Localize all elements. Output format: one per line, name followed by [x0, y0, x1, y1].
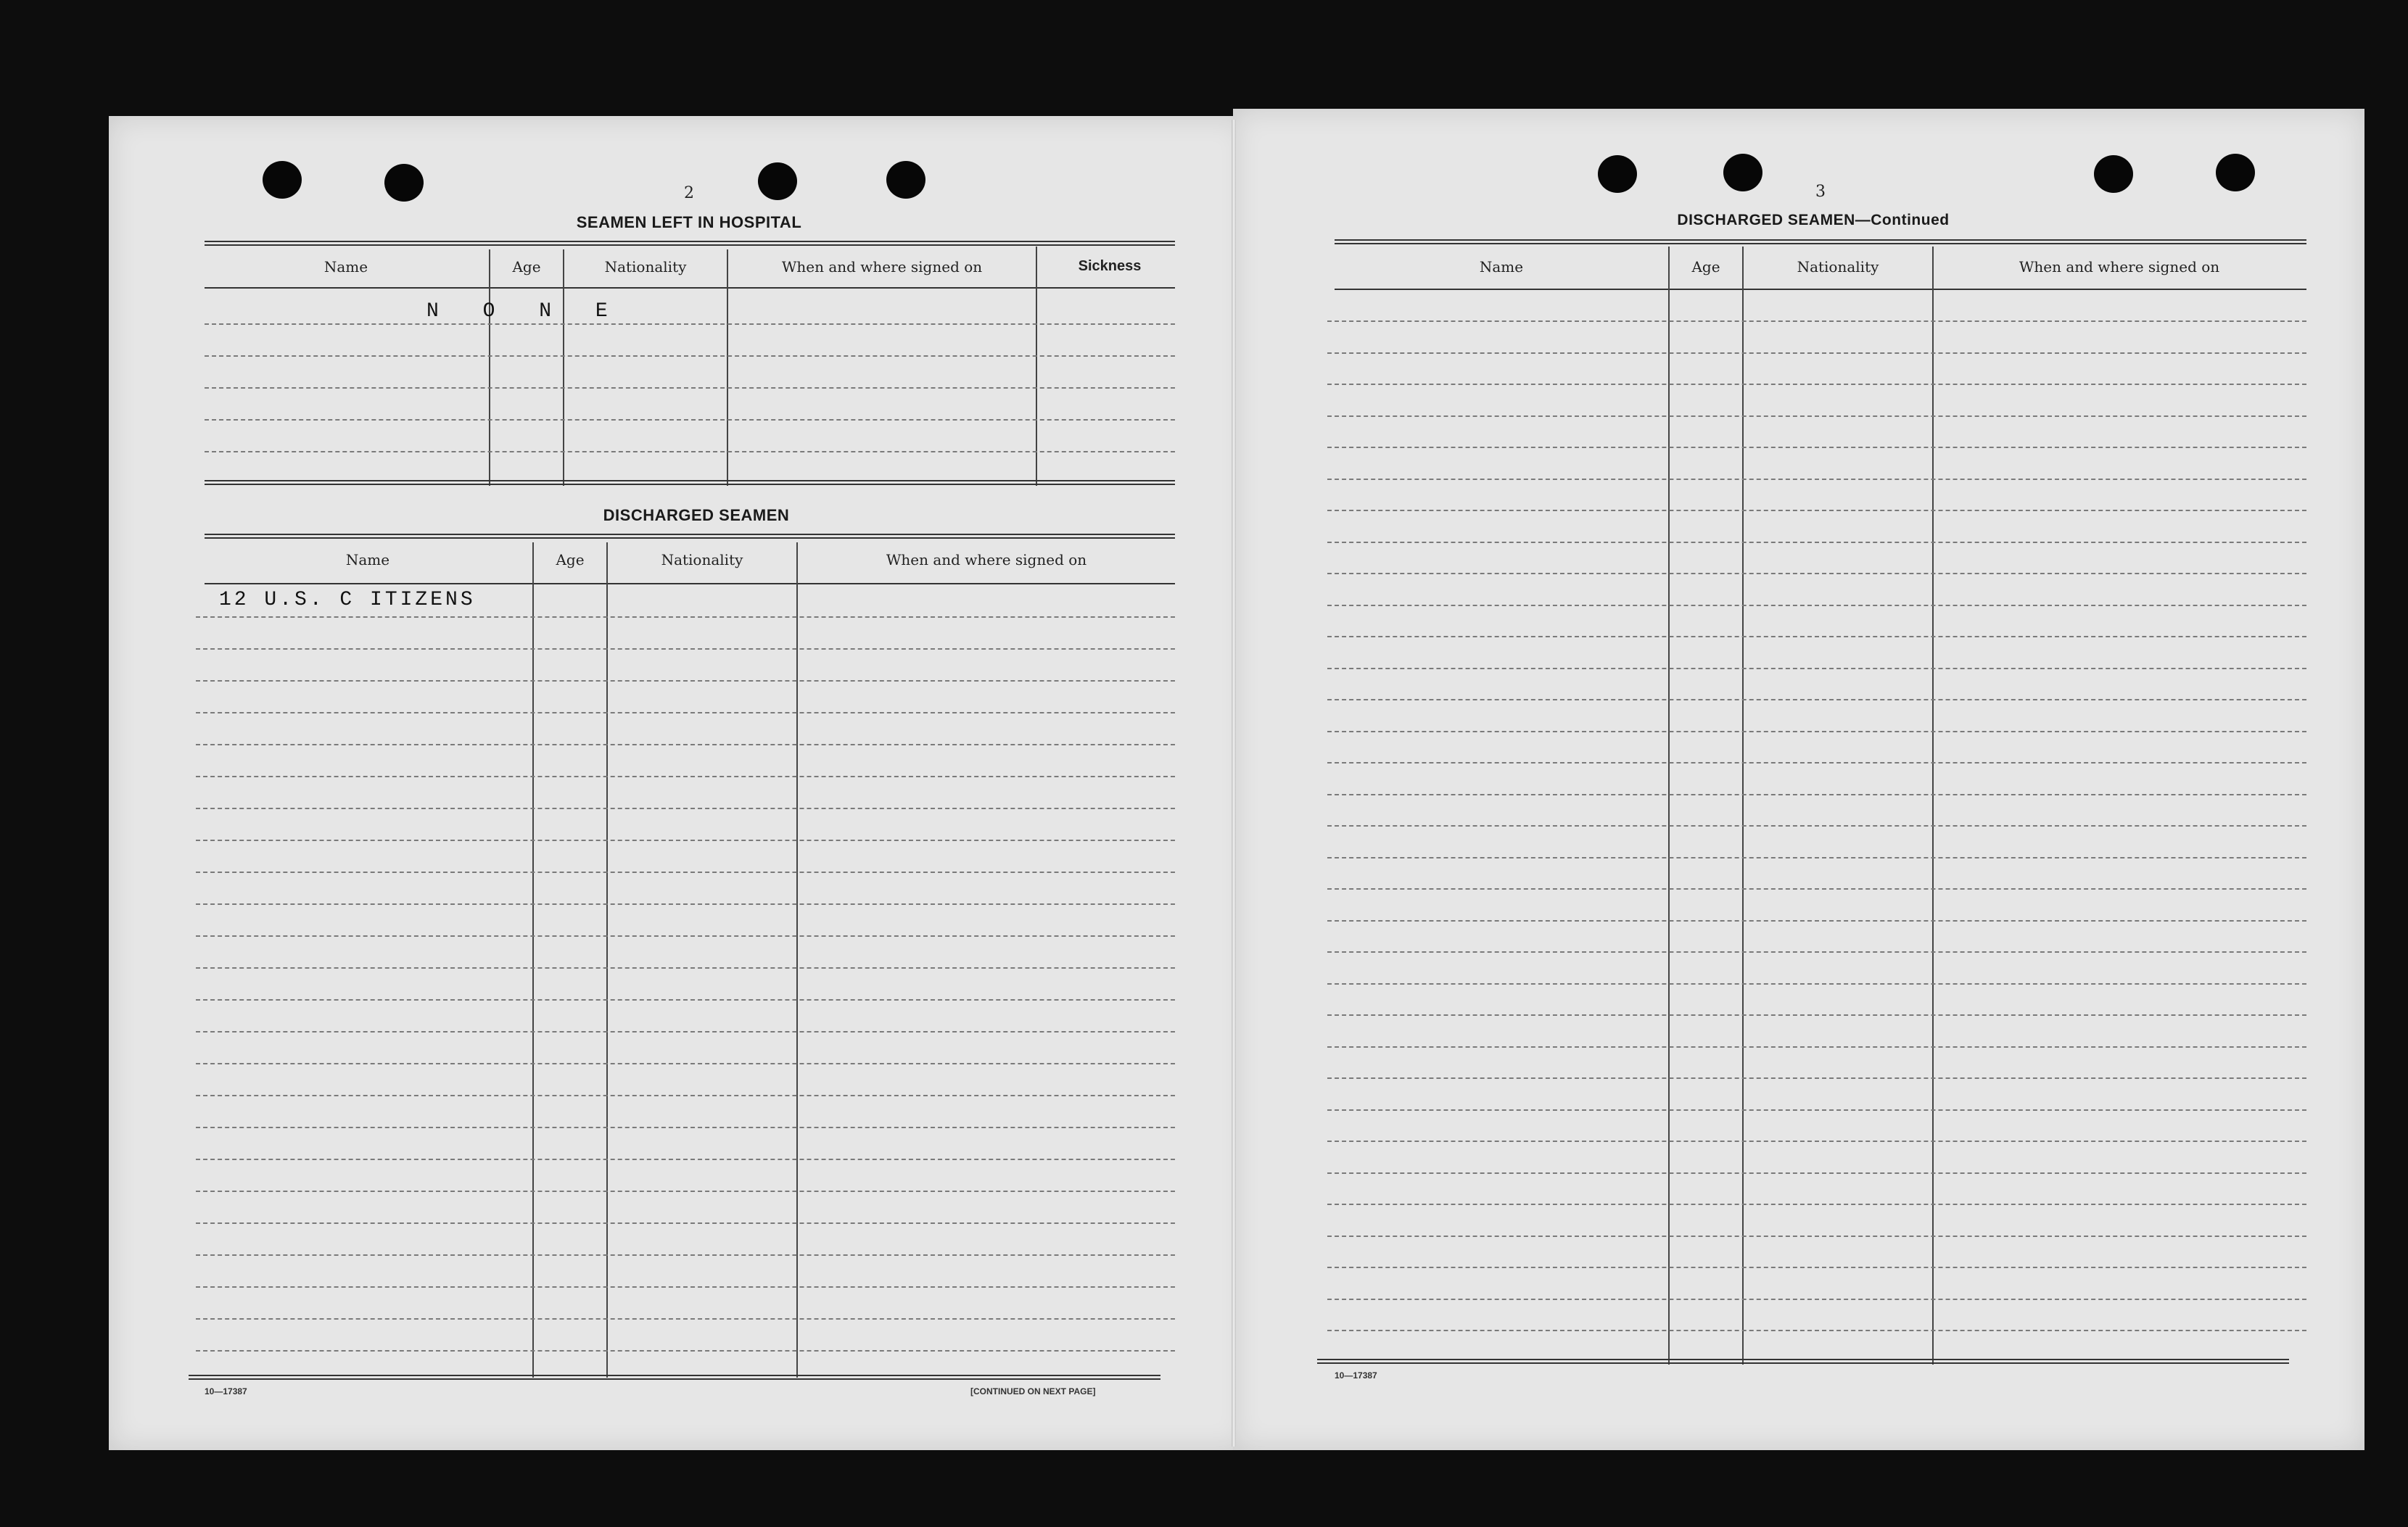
row-line — [1327, 1077, 2306, 1079]
row-line — [1327, 668, 2306, 669]
hospital-row-line — [205, 323, 1175, 325]
row-line — [196, 1191, 1175, 1192]
row-line — [196, 1222, 1175, 1224]
hospital-col-divider — [1036, 247, 1037, 486]
right-page — [1233, 109, 2364, 1450]
row-line — [1327, 447, 2306, 448]
row-line — [196, 1031, 1175, 1033]
discharged-col-divider — [796, 542, 798, 1378]
row-line — [196, 903, 1175, 905]
discharged-table-bottom-rule — [189, 1375, 1160, 1380]
discharged-section-title: DISCHARGED SEAMEN — [603, 506, 790, 524]
hospital-col-sickness: Sickness — [1078, 258, 1142, 274]
right-col-divider — [1932, 247, 1934, 1365]
row-line — [1327, 1046, 2306, 1048]
hospital-col-name: Name — [323, 258, 368, 276]
form-number-left: 10—17387 — [205, 1386, 247, 1396]
row-line — [196, 1127, 1175, 1128]
row-line — [1327, 857, 2306, 858]
row-line — [1327, 1204, 2306, 1205]
right-col-divider — [1742, 247, 1744, 1365]
row-line — [1327, 605, 2306, 606]
row-line — [1327, 825, 2306, 827]
row-line — [1327, 983, 2306, 985]
discharged-continued-title: DISCHARGED SEAMEN—Continued — [1677, 212, 1950, 228]
left-page — [109, 116, 1248, 1450]
hospital-col-signed-on: When and where signed on — [781, 258, 983, 276]
row-line — [196, 776, 1175, 777]
row-line — [1327, 699, 2306, 700]
discharged-col-age: Age — [556, 551, 585, 568]
hospital-table-top-rule — [205, 241, 1175, 246]
continued-note: [CONTINUED ON NEXT PAGE] — [970, 1386, 1096, 1396]
discharged-col-signed-on: When and where signed on — [886, 551, 1087, 568]
row-line — [1327, 1236, 2306, 1237]
row-line — [196, 1286, 1175, 1288]
hospital-section-title: SEAMEN LEFT IN HOSPITAL — [576, 213, 802, 231]
row-line — [196, 935, 1175, 937]
row-line — [196, 680, 1175, 682]
page-fold — [1232, 120, 1236, 1447]
row-line — [196, 840, 1175, 841]
row-line — [1327, 1109, 2306, 1111]
hospital-col-age: Age — [512, 258, 541, 276]
right-table-top-rule — [1335, 239, 2306, 244]
row-line — [1327, 1141, 2306, 1142]
row-line — [196, 1063, 1175, 1064]
row-line — [196, 1318, 1175, 1320]
hospital-row-line — [205, 419, 1175, 421]
row-line — [196, 616, 1175, 618]
row-line — [1327, 1267, 2306, 1268]
row-line — [1327, 888, 2306, 890]
discharged-col-nationality: Nationality — [661, 551, 743, 568]
row-line — [196, 808, 1175, 809]
row-line — [1327, 636, 2306, 637]
right-col-name: Name — [1479, 258, 1524, 276]
row-line — [196, 999, 1175, 1001]
right-col-nationality: Nationality — [1797, 258, 1879, 276]
hospital-row-line — [205, 387, 1175, 389]
row-line — [1327, 479, 2306, 480]
row-line — [196, 712, 1175, 713]
row-line — [1327, 794, 2306, 795]
row-line — [1327, 384, 2306, 385]
row-line — [196, 1254, 1175, 1256]
binder-hole-icon — [1723, 154, 1762, 191]
row-line — [1327, 510, 2306, 511]
binder-hole-icon — [1598, 155, 1637, 193]
row-line — [196, 744, 1175, 745]
page-number-left: 2 — [684, 184, 694, 202]
discharged-col-name: Name — [345, 551, 390, 568]
right-header-rule — [1335, 289, 2306, 290]
page-number-right: 3 — [1815, 183, 1826, 201]
discharged-header-rule — [205, 583, 1175, 584]
form-number-right: 10—17387 — [1335, 1370, 1377, 1381]
row-line — [1327, 573, 2306, 574]
binder-hole-icon — [384, 164, 424, 202]
hospital-header-rule — [205, 287, 1175, 289]
binder-hole-icon — [2216, 154, 2255, 191]
row-line — [196, 1095, 1175, 1096]
row-line — [1327, 762, 2306, 764]
row-line — [196, 1159, 1175, 1160]
hospital-row-line — [205, 451, 1175, 452]
binder-hole-icon — [2094, 155, 2133, 193]
row-line — [1327, 920, 2306, 922]
right-col-divider — [1668, 247, 1670, 1365]
hospital-col-nationality: Nationality — [604, 258, 687, 276]
discharged-col-divider — [532, 542, 534, 1378]
binder-hole-icon — [263, 161, 302, 199]
right-table-bottom-rule — [1317, 1359, 2289, 1364]
row-line — [1327, 1172, 2306, 1174]
discharged-col-divider — [606, 542, 608, 1378]
row-line — [196, 967, 1175, 969]
row-line — [1327, 1014, 2306, 1016]
right-col-signed-on: When and where signed on — [2019, 258, 2220, 276]
row-line — [1327, 542, 2306, 543]
binder-hole-icon — [886, 161, 925, 199]
row-line — [196, 1350, 1175, 1352]
row-line — [1327, 352, 2306, 354]
row-line — [1327, 1330, 2306, 1331]
discharged-table-top-rule — [205, 534, 1175, 539]
row-line — [196, 648, 1175, 650]
row-line — [1327, 320, 2306, 322]
binder-hole-icon — [758, 162, 797, 200]
right-col-age: Age — [1691, 258, 1720, 276]
row-line — [196, 872, 1175, 873]
hospital-row-line — [205, 355, 1175, 357]
row-line — [1327, 1299, 2306, 1300]
row-line — [1327, 415, 2306, 417]
hospital-entry: N O N E — [426, 300, 624, 323]
hospital-table-bottom-rule — [205, 480, 1175, 485]
discharged-entry: 12 U.S. C ITIZENS — [219, 589, 476, 611]
row-line — [1327, 951, 2306, 953]
row-line — [1327, 731, 2306, 732]
